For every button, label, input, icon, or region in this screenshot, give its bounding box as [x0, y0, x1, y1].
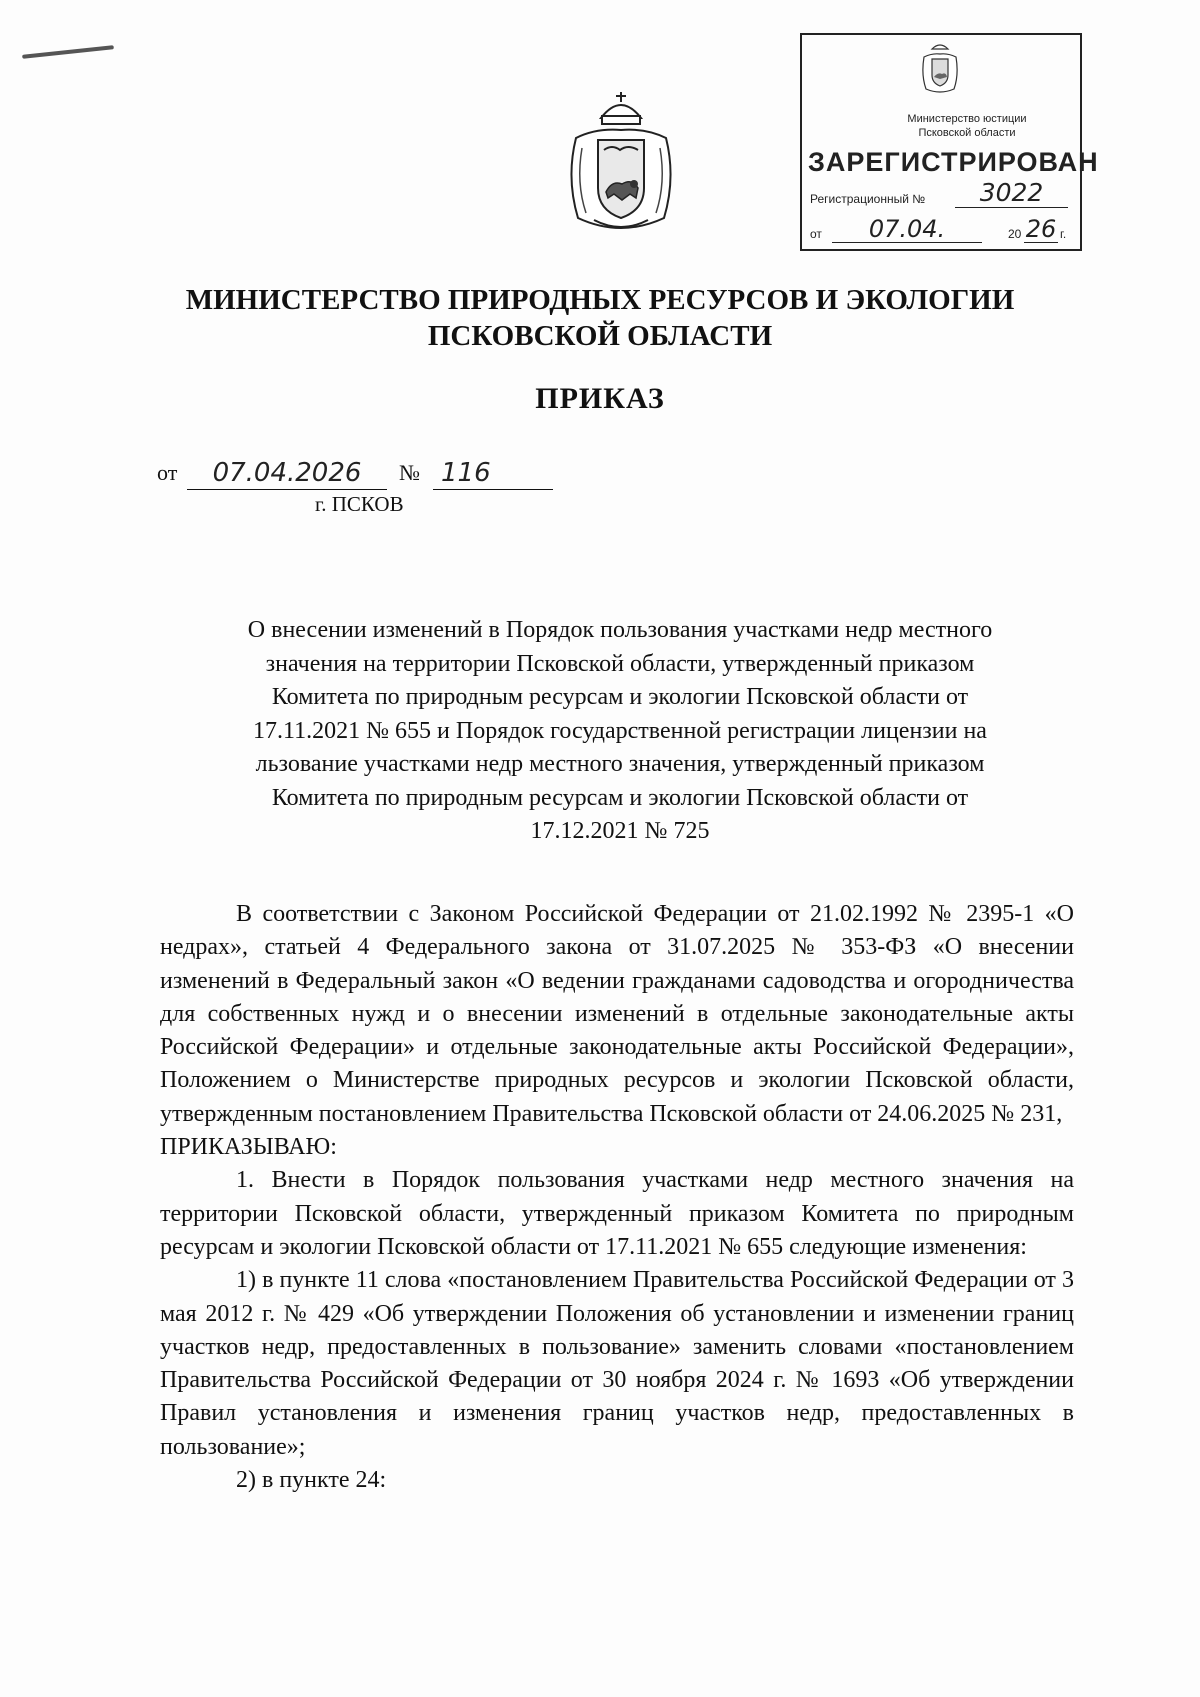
order-number-label: № [399, 460, 420, 485]
order-word: ПРИКАЗЫВАЮ: [160, 1134, 337, 1161]
stamp-date-day: 07.04. [832, 216, 982, 243]
stamp-registration-row [810, 180, 1072, 208]
scan-artifact [22, 45, 114, 59]
stamp-date-from: от [810, 227, 822, 241]
stamp-year-prefix: 20 [1008, 227, 1022, 241]
stamp-org-line-2: Псковской области [918, 127, 1016, 139]
order-number: 116 [433, 457, 553, 490]
order-body [160, 898, 1074, 1497]
stamp-registration-label: Регистрационный № [810, 192, 926, 206]
subject-line-2: значения на территории Псковской области, утвержденный приказом [265, 650, 975, 677]
order-from-label: от [157, 460, 178, 485]
order-number-line [157, 456, 557, 490]
stamp-registration-number: 3022 [955, 179, 1068, 208]
stamp-emblem-icon [918, 41, 962, 95]
item-1-paragraph: 1. Внести в Порядок пользования участками недр местного значения на территории Псковской области, утвержденный приказом Комитета по природным ресурсам и экологии Псковской области от 17.11.2021 № 655 следующие изменения: [160, 1167, 1074, 1260]
stamp-organization [862, 112, 1072, 140]
ministry-title-line-1: МИНИСТЕРСТВО ПРИРОДНЫХ РЕСУРСОВ И ЭКОЛОГИИ [185, 284, 1015, 316]
ministry-title-line-2: ПСКОВСКОЙ ОБЛАСТИ [427, 320, 773, 352]
subject-line-5: льзование участками недр местного значения, утвержденный приказом [255, 751, 985, 777]
stamp-year-value: 26 [1025, 215, 1057, 243]
subject-line-7: 17.12.2021 № 725 [530, 818, 710, 844]
subject-line-4: 17.11.2021 № 655 и Порядок государственной регистрации лицензии на [253, 717, 987, 744]
order-subject [160, 614, 1080, 849]
ministry-title [100, 282, 1100, 354]
subject-line-3: Комитета по природным ресурсам и экологии Псковской области от [271, 684, 969, 710]
document-type: ПРИКАЗ [535, 382, 665, 415]
order-date: 07.04.2026 [187, 457, 387, 490]
stamp-status: ЗАРЕГИСТРИРОВАН [808, 147, 1099, 177]
stamp-date-row [810, 217, 1072, 243]
preamble-paragraph: В соответствии с Законом Российской Федерации от 21.02.1992 № 2395-1 «О недрах», статьей 4 Федерального закона от 31.07.2025 № 353-ФЗ «О внесении изменений в Федеральный закон «О ведении гражданами садоводства и огородничества для собственных нужд и о внесении изменений в отдельные законодательные акты Российской Федерации» и отдельные законодательные акты Российской Федерации», Положением о Министерстве природных ресурсов и экологии Псковской области, утвержденным постановлением Правительства Псковской области от 24.06.2025 № 231, [160, 901, 1074, 1127]
city: г. ПСКОВ [315, 492, 404, 516]
stamp-org-line-1: Министерство юстиции [907, 113, 1027, 125]
subject-line-6: Комитета по природным ресурсам и экологии Псковской области от [271, 784, 969, 811]
registration-stamp [800, 33, 1099, 251]
item-1-subitem-1: 1) в пункте 11 слова «постановлением Правительства Российской Федерации от 3 мая 2012 г. № 429 «Об утверждении Положения об установлении и изменении границ участков недр, предоставленных в пользование» заменить словами «постановлением Правительства Российской Федерации от 30 ноября 2024 г. № 1693 «Об утверждении Правил установления и изменения границ участков недр, предоставленных в пользование»; [160, 1267, 1074, 1460]
subject-line-1: О внесении изменений в Порядок пользования участками недр местного [247, 617, 993, 643]
coat-of-arms-icon [556, 88, 686, 238]
stamp-year-suffix: г. [1060, 227, 1067, 241]
item-1-subitem-2: 2) в пункте 24: [236, 1467, 387, 1494]
